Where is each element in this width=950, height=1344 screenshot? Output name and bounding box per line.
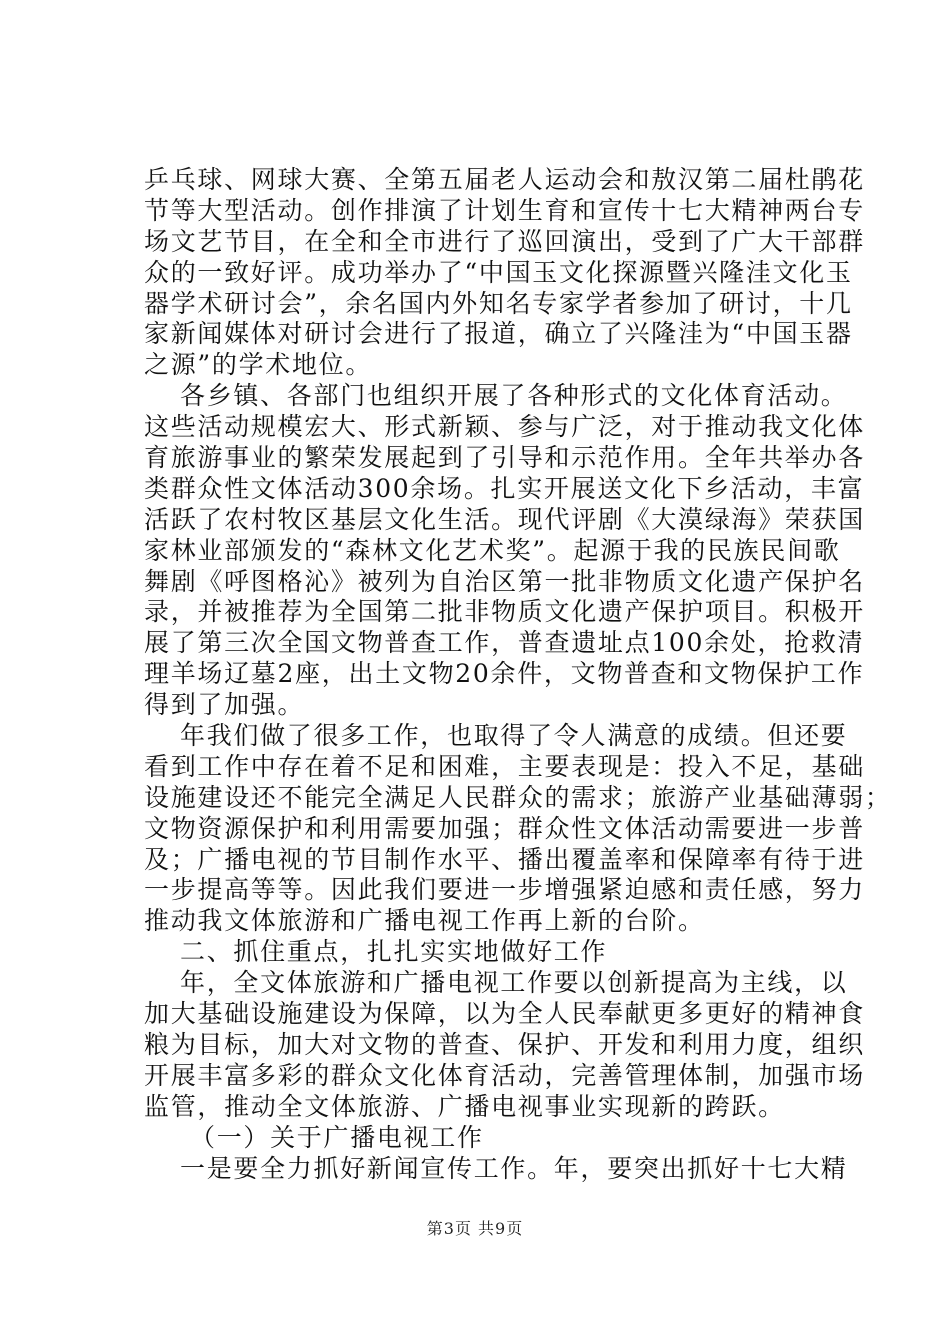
text-line: 看到工作中存在着不足和困难，主要表现是：投入不足，基础 [144,751,865,781]
text-line: 粮为目标，加大对文物的普查、保护、开发和利用力度，组织 [144,1029,865,1059]
text-line: 展了第三次全国文物普查工作，普查遗址点100余处，抢救清 [144,628,865,658]
text-line: 节等大型活动。创作排演了计划生育和宣传十七大精神两台专 [144,195,865,225]
text-line: 育旅游事业的繁荣发展起到了引导和示范作用。全年共举办各 [144,443,865,473]
text-line: 开展丰富多彩的群众文化体育活动，完善管理体制，加强市场 [144,1060,865,1090]
document-body [144,165,892,1184]
text-line: 录，并被推荐为全国第二批非物质文化遗产保护项目。积极开 [144,597,865,627]
text-line: 家林业部颁发的“森林文化艺术奖”。起源于我的民族民间歌 [144,535,841,565]
text-line: 年，全文体旅游和广播电视工作要以创新提高为主线，以 [180,968,848,998]
text-line: 设施建设还不能完全满足人民群众的需求；旅游产业基础薄弱； [144,782,892,812]
text-line: 活跃了农村牧区基层文化生活。现代评剧《大漠绿海》荣获国 [144,504,865,534]
text-line: 场文艺节目，在全和全市进行了巡回演出，受到了广大干部群 [144,226,865,256]
text-line: 这些活动规模宏大、形式新颖、参与广泛，对于推动我文化体 [144,412,865,442]
text-line: 器学术研讨会”，余名国内外知名专家学者参加了研讨，十几 [144,288,853,318]
text-line: 众的一致好评。成功举办了“中国玉文化探源暨兴隆洼文化玉 [144,257,853,287]
text-line: 监管，推动全文体旅游、广播电视事业实现新的跨跃。 [144,1091,785,1121]
text-line: 类群众性文体活动300余场。扎实开展送文化下乡活动，丰富 [144,473,865,503]
text-line: 家新闻媒体对研讨会进行了报道，确立了兴隆洼为“中国玉器 [144,319,853,349]
text-line: 理羊场辽墓2座，出土文物20余件，文物普查和文物保护工作 [144,659,865,689]
text-line: 及；广播电视的节目制作水平、播出覆盖率和保障率有待于进 [144,844,865,874]
text-line: 加大基础设施建设为保障，以为全人民奉献更多更好的精神食 [144,999,865,1029]
text-line: 文物资源保护和利用需要加强；群众性文体活动需要进一步普 [144,813,865,843]
text-line: 得到了加强。 [144,690,305,720]
text-line: 舞剧《呼图格沁》被列为自治区第一批非物质文化遗产保护名 [144,566,865,596]
section-heading: 二、抓住重点，扎扎实实地做好工作 [180,937,608,967]
page-number-footer: 第3页 共9页 [426,1219,524,1238]
text-line: 乒乓球、网球大赛、全第五届老人运动会和敖汉第二届杜鹃花 [144,165,865,194]
text-line: 各乡镇、各部门也组织开展了各种形式的文化体育活动。 [180,381,848,411]
text-line: 之源”的学术地位。 [144,350,373,380]
text-line: 一是要全力抓好新闻宣传工作。年，要突出抓好十七大精 [180,1153,848,1183]
text-line: 推动我文体旅游和广播电视工作再上新的台阶。 [144,906,705,936]
text-line: 年我们做了很多工作，也取得了令人满意的成绩。但还要 [180,721,848,751]
subsection-heading: （一）关于广播电视工作 [190,1122,484,1152]
text-line: 一步提高等等。因此我们要进一步增强紧迫感和责任感，努力 [144,875,865,905]
